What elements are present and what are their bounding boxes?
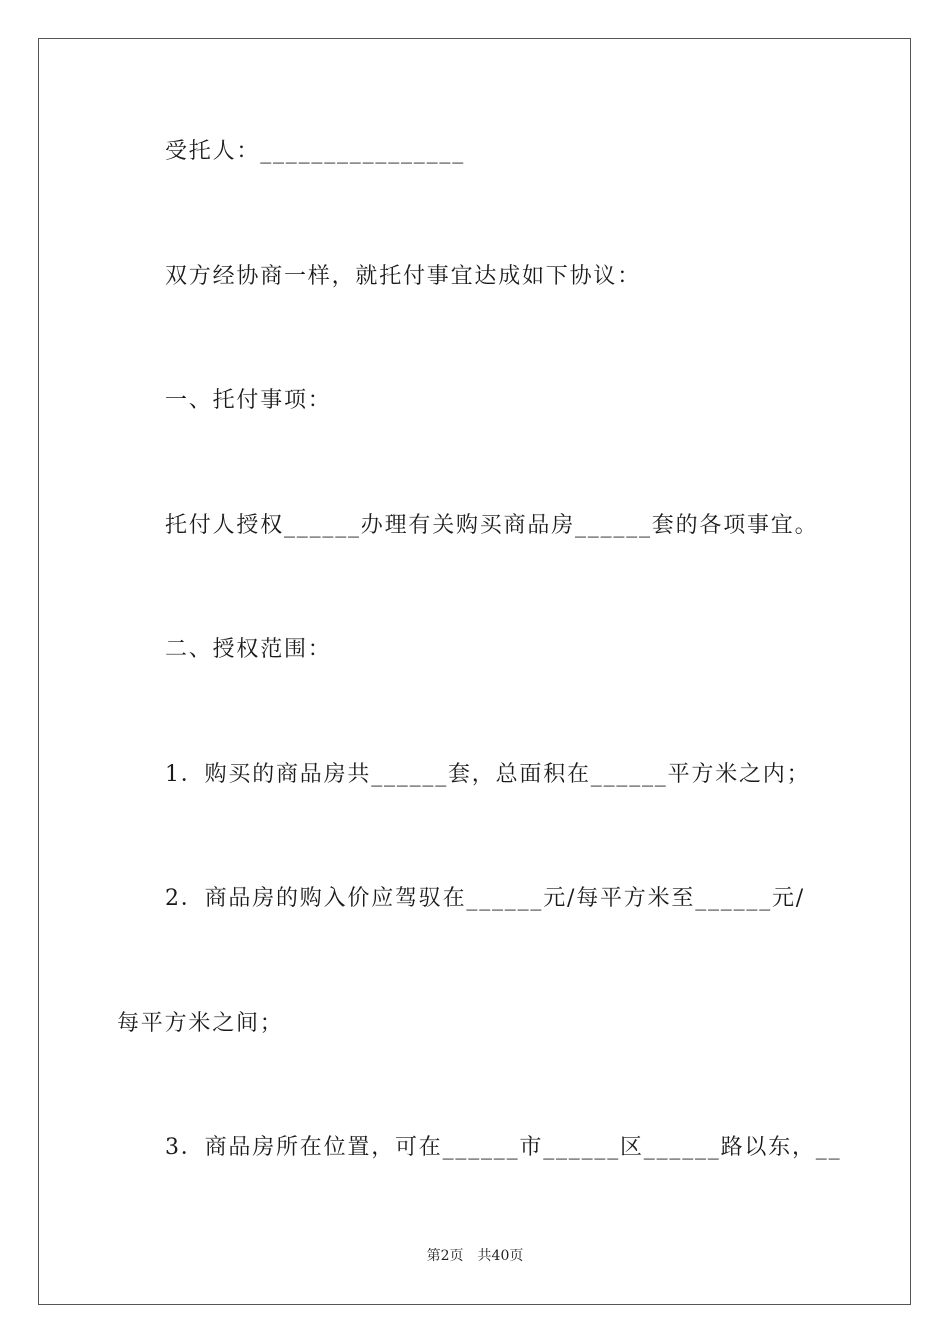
scope-item-2-continued: 每平方米之间； (117, 1011, 284, 1036)
entrust-clause: 托付人授权______办理有关购买商品房______套的各项事宜。 (165, 513, 819, 538)
scope-item-1: 1．购买的商品房共______套，总面积在______平方米之内； (165, 762, 811, 787)
page-footer (0, 1246, 950, 1266)
scope-item-2: 2．商品房的购入价应驾驭在______元/每平方米至______元/ (165, 886, 806, 911)
agreement-intro: 双方经协商一样，就托付事宜达成如下协议： (165, 264, 642, 289)
scope-item-3: 3．商品房所在位置，可在______市______区______路以东，__ (165, 1135, 842, 1160)
section-heading-1: 一、托付事项： (165, 388, 332, 413)
page-number: 第2页 (426, 1248, 464, 1264)
page-border (38, 38, 911, 1305)
section-heading-2: 二、授权范围： (165, 637, 332, 662)
page-total: 共40页 (477, 1248, 524, 1264)
trustee-line: 受托人：________________ (165, 139, 466, 164)
